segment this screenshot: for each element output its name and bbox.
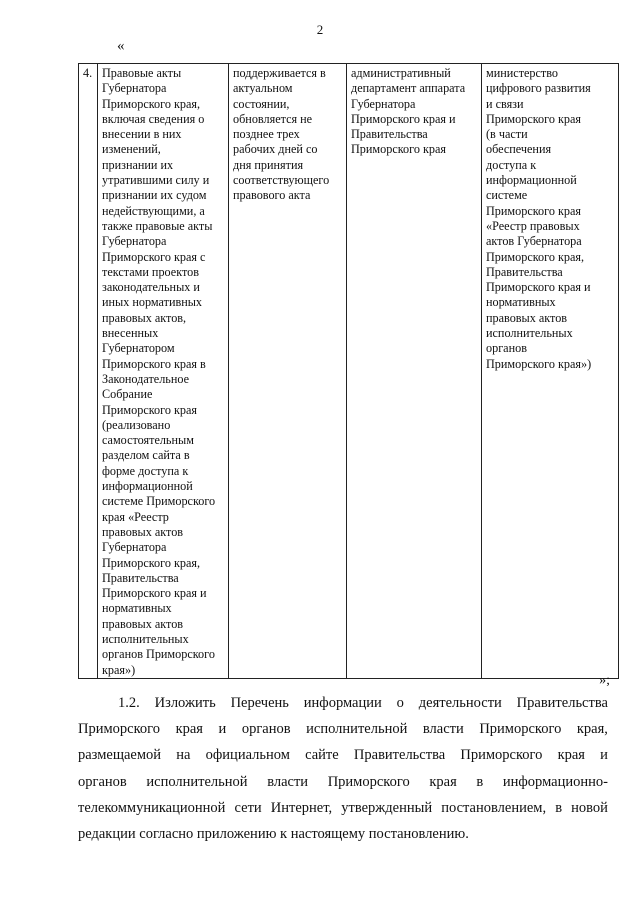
cell-text-line: Приморского края,	[102, 96, 201, 111]
cell-text-line: актуальном	[233, 81, 293, 96]
cell-text-line: Приморского края	[486, 111, 581, 126]
cell-text-line: включая сведения о	[102, 111, 205, 126]
cell-text-line: Губернатора	[102, 81, 167, 96]
paragraph-line: органов исполнительной власти Приморского края в информационно-	[78, 774, 608, 790]
cell-text-line: правового акта	[233, 188, 311, 203]
cell-text-line: Приморского края»)	[486, 356, 592, 371]
cell-text-line: Приморского края в	[102, 356, 206, 371]
cell-text-line: Правительства	[351, 127, 428, 142]
cell-text-line: соответствующего	[233, 173, 330, 188]
cell-text-line: правовых актов	[486, 310, 568, 325]
update-frequency-cell	[229, 64, 347, 679]
paragraph-line: 1.2. Изложить Перечень информации о деятельности Правительства	[118, 695, 608, 711]
cell-text-line: утратившими силу и	[102, 173, 210, 188]
table-row	[79, 64, 619, 679]
cell-text-line: признании их судом	[102, 188, 207, 203]
paragraph-line: размещаемой на официальном сайте Правительства Приморского края и	[78, 747, 608, 763]
cell-text-line: текстами проектов	[102, 264, 199, 279]
cell-text-line: Приморского края,	[102, 555, 201, 570]
cell-text-line: и связи	[486, 96, 524, 111]
cell-text-line: форме доступа к	[102, 463, 189, 478]
info-type-cell	[98, 64, 229, 679]
cell-text-line: также правовые акты	[102, 218, 213, 233]
cell-text-line: Губернатора	[102, 540, 167, 555]
open-quote-mark: «	[117, 38, 125, 54]
cell-text-line: Приморского края и	[102, 586, 207, 601]
row-number: 4.	[83, 66, 93, 80]
row-number-cell	[79, 64, 98, 679]
cell-text-line: Законодательное	[102, 371, 190, 386]
cell-text-line: Приморского края	[102, 402, 197, 417]
cell-text-line: Приморского края,	[486, 249, 585, 264]
cell-text-line: исполнительных	[102, 631, 189, 646]
cell-text-line: Приморского края	[486, 203, 581, 218]
cell-text-line: департамент аппарата	[351, 81, 466, 96]
cell-text-line: позднее трех	[233, 127, 300, 142]
cell-text-line: обновляется не	[233, 111, 313, 126]
cell-text-line: поддерживается в	[233, 66, 326, 80]
information-table	[78, 63, 619, 679]
cell-text-line: административный	[351, 66, 451, 80]
cell-text-line: рабочих дней со	[233, 142, 318, 157]
cell-text-line: Губернатора	[102, 234, 167, 249]
cell-text-line: обеспечения	[486, 142, 552, 157]
cell-text-line: органов Приморского	[102, 647, 215, 662]
cell-text-line: изменений,	[102, 142, 161, 157]
cell-text-line: Приморского края и	[351, 111, 456, 126]
cell-text-line: правовых актов	[102, 524, 184, 539]
cell-text-line: признании их	[102, 157, 174, 172]
cell-text-line: нормативных	[102, 601, 172, 616]
cell-text-line: Приморского края	[351, 142, 446, 157]
cell-text-line: системе	[486, 188, 528, 203]
cell-text-line: внесении в них	[102, 127, 182, 142]
cell-text-line: разделом сайта в	[102, 448, 190, 463]
co-responsible-unit-cell	[482, 64, 619, 679]
cell-text-line: законодательных и	[102, 280, 200, 295]
cell-text-line: доступа к	[486, 157, 537, 172]
cell-text-line: нормативных	[486, 295, 556, 310]
cell-text-line: цифрового развития	[486, 81, 591, 96]
paragraph-line: телекоммуникационной сети Интернет, утвержденный постановлением, в новой	[78, 800, 608, 816]
cell-text-line: Правовые акты	[102, 66, 182, 80]
cell-text-line: органов	[486, 341, 527, 356]
cell-text-line: Губернатором	[102, 341, 175, 356]
cell-text-line: Губернатора	[351, 96, 416, 111]
paragraph-line-last: редакции согласно приложению к настоящему постановлению.	[78, 826, 469, 842]
paragraph-line: Приморского края и органов исполнительной власти Приморского края,	[78, 721, 608, 737]
cell-text-line: «Реестр правовых	[486, 218, 580, 233]
responsible-unit-cell	[347, 64, 482, 679]
cell-text-line: дня принятия	[233, 157, 304, 172]
cell-text-line: Правительства	[102, 570, 179, 585]
cell-text-line: недействующими, а	[102, 203, 205, 218]
amendment-paragraph	[78, 696, 608, 846]
cell-text-line: правовых актов,	[102, 310, 187, 325]
cell-text-line: информационной	[486, 173, 577, 188]
cell-text-line: системе Приморского	[102, 494, 216, 509]
cell-text-line: внесенных	[102, 326, 159, 341]
cell-text-line: (реализовано	[102, 417, 171, 432]
page-number: 2	[316, 22, 324, 37]
cell-text-line: самостоятельным	[102, 433, 194, 448]
cell-text-line: края «Реестр	[102, 509, 169, 524]
cell-text-line: состоянии,	[233, 96, 290, 111]
cell-text-line: Собрание	[102, 387, 153, 402]
cell-text-line: Правительства	[486, 264, 563, 279]
cell-text-line: иных нормативных	[102, 295, 203, 310]
cell-text-line: министерство	[486, 66, 559, 80]
close-quote-mark: »;	[599, 673, 610, 688]
cell-text-line: исполнительных	[486, 326, 573, 341]
cell-text-line: (в части	[486, 127, 528, 142]
cell-text-line: Приморского края с	[102, 249, 206, 264]
cell-text-line: актов Губернатора	[486, 234, 582, 249]
cell-text-line: Приморского края и	[486, 280, 591, 295]
cell-text-line: информационной	[102, 479, 193, 494]
cell-text-line: края»)	[102, 662, 136, 677]
cell-text-line: правовых актов	[102, 616, 184, 631]
